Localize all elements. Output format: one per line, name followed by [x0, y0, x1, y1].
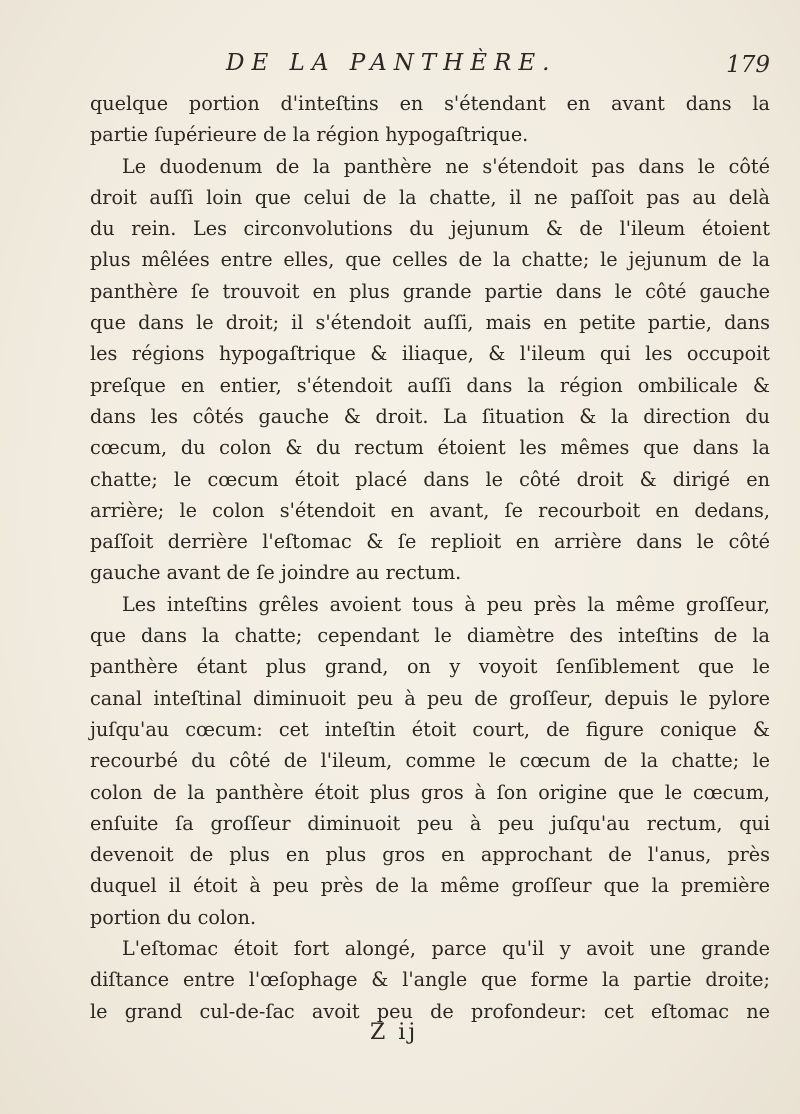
text-line: canal inteſtinal diminuoit peu à peu de groſſeur, depuis le pylore: [90, 686, 770, 710]
paragraph-start-line: Le duodenum de la panthère ne s'étendoit pas dans le côté: [122, 154, 770, 178]
page-number: 179: [726, 52, 770, 78]
text-line: que dans la chatte; cependant le diamètre des inteſtins de la: [90, 624, 770, 648]
paragraph-start-line: Les inteſtins grêles avoient tous à peu près la même groſſeur,: [122, 592, 770, 616]
text-line: du rein. Les circonvolutions du jejunum & de l'ileum étoient: [90, 217, 770, 241]
signature-mark: Z ij: [370, 1020, 419, 1045]
text-line: juſqu'au cœcum: cet inteſtin étoit court, de figure conique &: [90, 717, 770, 741]
text-line: gauche avant de ſe joindre au rectum.: [90, 561, 462, 585]
text-line: diſtance entre l'œſophage & l'angle que forme la partie droite;: [90, 968, 770, 992]
text-line: plus mêlées entre elles, que celles de la chatte; le jejunum de la: [90, 248, 770, 272]
text-line: panthère ſe trouvoit en plus grande partie dans le côté gauche: [90, 279, 770, 303]
text-line: panthère étant plus grand, on y voyoit ſenſiblement que le: [90, 655, 770, 679]
text-line: portion du colon.: [90, 905, 257, 929]
running-head: DE LA PANTHÈRE.: [226, 50, 557, 76]
text-line: cœcum, du colon & du rectum étoient les mêmes que dans la: [90, 436, 770, 460]
text-line: droit auſſi loin que celui de la chatte, il ne paſſoit pas au delà: [90, 185, 770, 209]
paragraph-start-line: L'eſtomac étoit fort alongé, parce qu'il y avoit une grande: [122, 937, 770, 961]
body-text: [90, 88, 770, 1027]
text-line: les régions hypogaſtrique & iliaque, & l'ileum qui les occupoit: [90, 342, 770, 366]
text-line: colon de la panthère étoit plus gros à ſon origine que le cœcum,: [90, 780, 770, 804]
page-header: [90, 50, 770, 90]
text-line: arrière; le colon s'étendoit en avant, ſe recourboit en dedans,: [90, 498, 770, 522]
text-line: le grand cul-de-ſac avoit peu de profondeur: cet eſtomac ne: [90, 999, 770, 1023]
text-line: preſque en entier, s'étendoit auſſi dans la région ombilicale &: [90, 373, 770, 397]
text-line: duquel il étoit à peu près de la même groſſeur que la première: [90, 874, 770, 898]
text-line: chatte; le cœcum étoit placé dans le côté droit & dirigé en: [90, 467, 770, 491]
text-line: recourbé du côté de l'ileum, comme le cœcum de la chatte; le: [90, 749, 770, 773]
text-line: dans les côtés gauche & droit. La ſituation & la direction du: [90, 404, 770, 428]
text-line: partie ſupérieure de la région hypogaſtrique.: [90, 123, 529, 147]
text-line: que dans le droit; il s'étendoit auſſi, mais en petite partie, dans: [90, 311, 770, 335]
text-line: quelque portion d'inteſtins en s'étendant en avant dans la: [90, 92, 770, 115]
text-line: paſſoit derrière l'eſtomac & ſe replioit en arrière dans le côté: [90, 530, 770, 554]
text-line: devenoit de plus en plus gros en approchant de l'anus, près: [90, 843, 770, 867]
text-line: enſuite ſa groſſeur diminuoit peu à peu juſqu'au rectum, qui: [90, 811, 770, 835]
